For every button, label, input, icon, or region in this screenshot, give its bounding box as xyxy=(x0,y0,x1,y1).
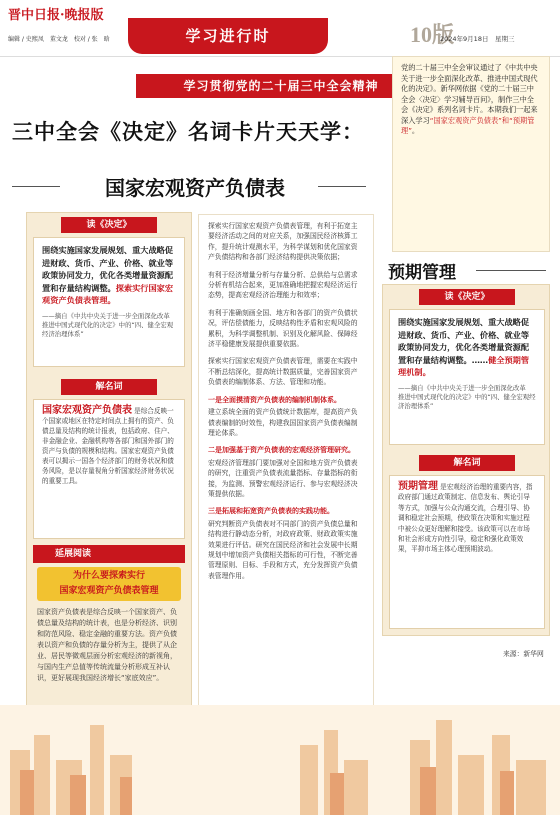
explain-box-left xyxy=(33,399,185,539)
intro-end: 。 xyxy=(411,126,420,135)
quote-source-left: ——摘自《中共中央关于进一步全面深化改革 推进中国式现代化的决定》中的“四、健全宏观经济治理体系” xyxy=(42,311,177,338)
left-subtitle: 国家宏观资产负债表 xyxy=(105,176,285,200)
explain-tag-left: 解名词 xyxy=(61,379,157,395)
quote-box-right xyxy=(389,309,545,445)
topic-bar-label: 学习贯彻党的二十届三中全会精神 xyxy=(183,79,379,93)
quote-body-right: 围绕实施国家发展规划、重大战略促进财政、货币、产业、价格、就业等政策协同发力，优化各类增量资源配置和存量结构调整。…… xyxy=(398,317,530,365)
masthead-logo xyxy=(8,4,128,30)
why-text: 国家资产负债表是综合反映一个国家资产、负债总量及结构的统计表，也是分析经济、识别和防范风险、稳定金融的重要方法。资产负债表以资产和负债的存量分析为主，提供了从企业、居民等微观层面分析宏观经济的新视角，与国内生产总值等传统流量分析形成互补认识，更好展现我国经济增长“家底效应”。 xyxy=(37,608,177,682)
why-title-1: 为什么要探索实行 xyxy=(72,571,145,581)
skyline-illustration xyxy=(0,705,560,815)
quote-text-left xyxy=(42,244,176,307)
left-card xyxy=(26,212,192,772)
why-title-box xyxy=(37,567,181,601)
source-credit: 来源：新华网 xyxy=(503,650,544,658)
topic-bar xyxy=(136,74,426,98)
quote-highlight-right: 健全预期管理机制。 xyxy=(398,354,530,377)
mid-para-3: 有利于准确刻画全国、地方和各部门的资产负债状况，评估偿债能力，反映结构性矛盾和宏观风险的累积，为科学调整机制、识别及化解风险、保障经济平稳健康发展提供重要依据。 xyxy=(208,308,358,349)
editor-credits: 编辑 / 史熙凤 董文龙 校对 / 张 晗 xyxy=(8,36,110,43)
explain-text-left: 是综合反映一个国家或地区在特定时间点上拥有的资产、负债总量及结构的统计报表，包括政府、住户、非金融企业、金融机构等各部门和国外部门的资产与负债的规模和结构。国家宏观资产负债表可以揭示一国各个经济部门的财务状况和债务风险，是以存量视角分析国家经济财务状况的重要工具。 xyxy=(42,407,174,485)
mid-para-7: 研究判断资产负债表对不同部门的资产负债总量和结构进行静动态分析，对政府政策、财政政策实施效果进行评估。研究在国民经济和社会发展中长期规划中增加资产负债相关指标的可行性，不断完善管理原则、目标、手段和方式，充分发挥资产负债表管理作用。 xyxy=(208,519,358,580)
mid-sub-3: 三是拓展和拓宽资产负债表的实践功能。 xyxy=(208,507,334,516)
explain-text-right: 是宏观经济治理的重要内容，指政府部门通过政策制定、信息发布、舆论引导等方式，加强与公众沟通交流，合理引导、协调和稳定社会预期，使政策在决策和实施过程中被公众更好理解和接受。该政策可以在市场和社会形成方向性引导，稳定和强化政策效果，平抑市场主体心理预期波动。 xyxy=(398,483,533,554)
quote-source-right: ——摘自《中共中央关于进一步全面深化改革 推进中国式现代化的决定》中的“四、健全宏观经济治理体系” xyxy=(398,383,536,410)
page-number: 10版 xyxy=(410,22,455,47)
dateline: 2024年9月18日 星期三 xyxy=(440,35,515,43)
mid-sub-2: 二是加强基于资产负债表的宏观经济管理研究。 xyxy=(208,446,355,455)
extended-reading-label: 延展阅读 xyxy=(55,549,92,559)
intro-highlight: “国家宏观资产负债表”和“预期管理” xyxy=(401,115,535,135)
right-card xyxy=(382,284,550,636)
quote-box-left xyxy=(33,237,185,367)
quote-highlight-left: 探索实行国家宏观资产负债表管理。 xyxy=(42,282,174,305)
mid-sub-1: 一是全面摸清资产负债表的编制机制体系。 xyxy=(208,395,341,404)
read-tag-left: 读《决定》 xyxy=(61,217,157,233)
section-banner xyxy=(128,18,328,54)
logo-text: 晋中日报·晚报版 xyxy=(8,8,104,23)
section-banner-label: 学习进行时 xyxy=(185,27,271,45)
middle-column xyxy=(198,214,374,780)
right-title-rule xyxy=(476,270,546,271)
extended-reading-bar xyxy=(33,545,185,563)
why-title-2: 国家宏观资产负债表管理 xyxy=(59,586,159,596)
intro-text: 党的二十届三中全会审议通过了《中共中央关于进一步全面深化改革、推进中国式现代化的决定》。新华网依据《党的二十届三中全会〈决定〉学习辅导百问》，制作三中全会《决定》系列名词卡片。本期我们一起来深入学习 xyxy=(401,63,538,125)
intro-box xyxy=(392,56,550,252)
read-tag-right: 读《决定》 xyxy=(419,289,515,305)
mid-para-4: 探索实行国家宏观资产负债表管理，需要在实践中不断总结深化，提高统计数据质量，完善国家资产负债表的编制体系、方法、管理和功能。 xyxy=(208,357,358,387)
quote-text-right xyxy=(398,316,536,379)
mid-para-6: 宏观经济管理部门要加强对全国和地方资产负债表的研究，注重资产负债表流量指标、存量指标的衔接，为监测、预警宏观经济运行、参与宏观经济决策提供依据。 xyxy=(208,458,358,498)
explain-term-right: 预期管理 xyxy=(398,481,438,492)
explain-tag-right: 解名词 xyxy=(419,455,515,471)
explain-box-right xyxy=(389,475,545,629)
mid-para-1: 探索实行国家宏观资产负债表管理，有利于拓宽主要经济活动之间的对应关系，加强国民经济核算工作，提升统计观测水平，为科学谋划和优化国家资产负债结构和各部门经济结构提供决策依据； xyxy=(208,222,358,262)
explain-term-left: 国家宏观资产负债表 xyxy=(42,405,132,416)
quote-body-left: 围绕实施国家发展规划、重大战略促进财政、货币、产业、价格、就业等政策协同发力，优化各类增量资源配置和存量结构调整。 xyxy=(42,245,174,293)
right-subtitle: 预期管理 xyxy=(388,263,456,283)
mid-para-5: 建立系统全面的资产负债统计数据库，提高资产负债表编制的时效性，构建我国国家资产负债表编制理论体系。 xyxy=(208,408,358,437)
page-title: 三中全会《决定》名词卡片天天学： xyxy=(12,120,364,144)
mid-para-2: 有利于经济增量分析与存量分析、总供给与总需求分析有机结合起来，更加准确地把握宏观经济运行态势，提高宏观经济治理能力和效率； xyxy=(208,270,358,300)
